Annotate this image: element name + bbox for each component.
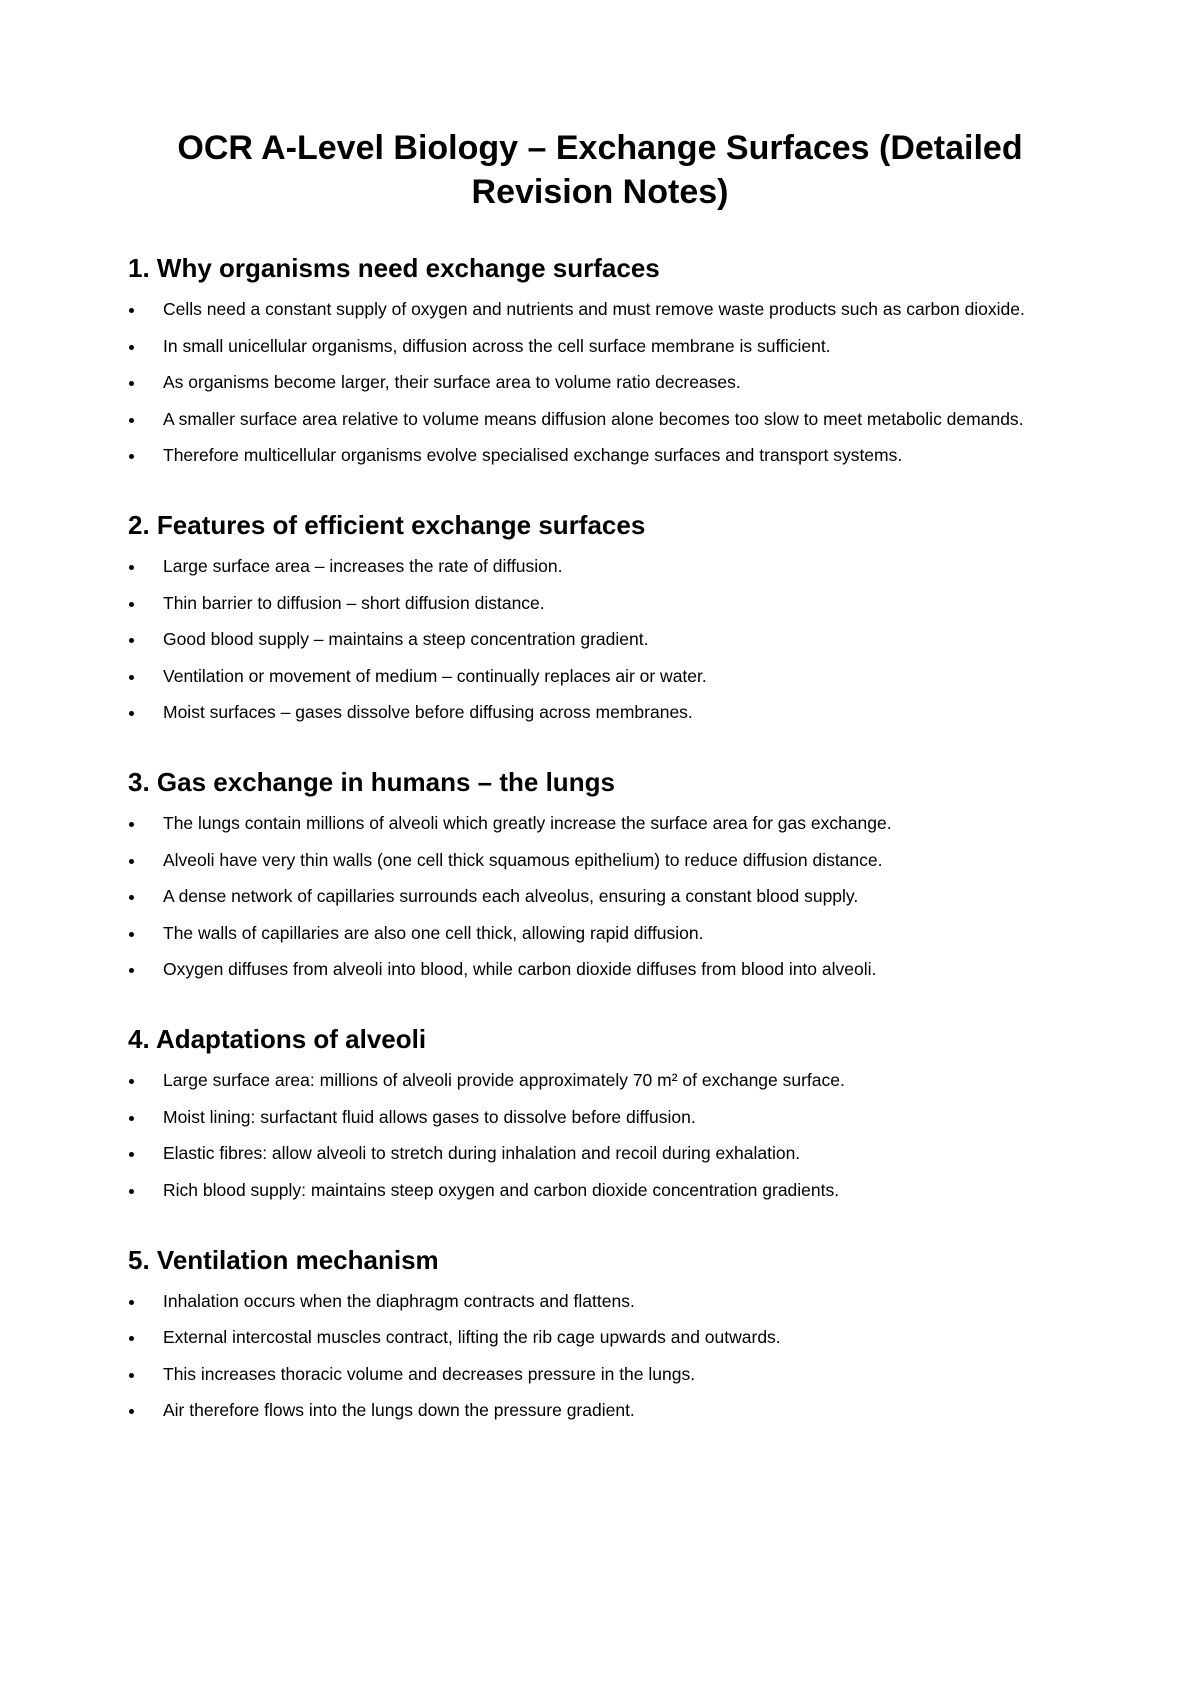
bullet-icon xyxy=(129,1300,134,1305)
bullet-item xyxy=(128,1142,1072,1165)
bullet-icon xyxy=(129,308,134,313)
bullet-icon xyxy=(129,1336,134,1341)
section-heading: 1. Why organisms need exchange surfaces xyxy=(128,253,660,283)
bullet-text: Large surface area – increases the rate of diffusion. xyxy=(163,556,563,576)
bullet-text: Good blood supply – maintains a steep concentration gradient. xyxy=(163,629,649,649)
bullet-icon xyxy=(129,675,134,680)
bullet-item xyxy=(128,335,1072,358)
bullet-item xyxy=(128,371,1072,394)
bullet-item xyxy=(128,885,1072,908)
bullet-item xyxy=(128,592,1072,615)
bullet-icon xyxy=(129,381,134,386)
bullet-icon xyxy=(129,1116,134,1121)
bullet-item xyxy=(128,1069,1072,1092)
bullet-icon xyxy=(129,1409,134,1414)
bullet-item xyxy=(128,849,1072,872)
bullet-text: Ventilation or movement of medium – continually replaces air or water. xyxy=(163,665,707,686)
bullet-icon xyxy=(129,1152,134,1157)
bullet-item xyxy=(128,922,1072,945)
bullet-text: A smaller surface area relative to volume means diffusion alone becomes too slow to meet metabolic demands. xyxy=(163,408,1024,429)
section-heading: 2. Features of efficient exchange surfaces xyxy=(128,510,646,540)
bullet-text: This increases thoracic volume and decreases pressure in the lungs. xyxy=(163,1363,696,1384)
bullet-icon xyxy=(129,1189,134,1194)
bullet-text: Inhalation occurs when the diaphragm contracts and flattens. xyxy=(163,1290,635,1311)
bullet-icon xyxy=(129,895,134,900)
bullet-text: Large surface area: millions of alveoli provide approximately 70 m² of exchange surface. xyxy=(163,1070,845,1090)
bullet-list xyxy=(128,1069,1072,1202)
bullet-text: Oxygen diffuses from alveoli into blood, while carbon dioxide diffuses from blood into alveoli. xyxy=(163,959,877,979)
bullet-icon xyxy=(129,1079,134,1084)
bullet-item xyxy=(128,444,1072,467)
document-title: OCR A-Level Biology – Exchange Surfaces (Detailed Revision Notes) xyxy=(177,129,1023,211)
section-heading: 3. Gas exchange in humans – the lungs xyxy=(128,767,615,797)
bullet-text: Rich blood supply: maintains steep oxygen and carbon dioxide concentration gradients. xyxy=(163,1179,840,1200)
section-alveoli-adaptations xyxy=(128,1023,1072,1202)
bullet-icon xyxy=(129,932,134,937)
bullet-list xyxy=(128,555,1072,724)
bullet-icon xyxy=(129,418,134,423)
bullet-text: External intercostal muscles contract, lifting the rib cage upwards and outwards. xyxy=(163,1327,781,1347)
bullet-icon xyxy=(129,968,134,973)
bullet-item xyxy=(128,958,1072,981)
bullet-item xyxy=(128,408,1072,431)
bullet-icon xyxy=(129,822,134,827)
bullet-icon xyxy=(129,859,134,864)
bullet-item xyxy=(128,1399,1072,1422)
bullet-text: Cells need a constant supply of oxygen and nutrients and must remove waste products such as carbon dioxide. xyxy=(163,299,1025,319)
section-heading: 4. Adaptations of alveoli xyxy=(128,1024,427,1054)
section-heading: 5. Ventilation mechanism xyxy=(128,1244,439,1275)
section-features-efficient-surfaces xyxy=(128,509,1072,724)
bullet-text: Thin barrier to diffusion – short diffusion distance. xyxy=(163,592,545,613)
bullet-text: The walls of capillaries are also one cell thick, allowing rapid diffusion. xyxy=(163,922,704,943)
bullet-icon xyxy=(129,602,134,607)
bullet-text: Moist surfaces – gases dissolve before diffusing across membranes. xyxy=(163,702,693,722)
bullet-text: Moist lining: surfactant fluid allows gases to dissolve before diffusion. xyxy=(163,1106,696,1127)
bullet-text: Therefore multicellular organisms evolve specialised exchange surfaces and transport systems. xyxy=(163,445,903,465)
bullet-item xyxy=(128,1106,1072,1129)
bullet-list xyxy=(128,812,1072,981)
bullet-text: Alveoli have very thin walls (one cell thick squamous epithelium) to reduce diffusion distance. xyxy=(163,849,883,870)
bullet-item xyxy=(128,628,1072,651)
bullet-item xyxy=(128,298,1072,321)
bullet-item xyxy=(128,665,1072,688)
bullet-list xyxy=(128,1290,1072,1423)
section-ventilation-mechanism xyxy=(128,1244,1072,1423)
bullet-icon xyxy=(129,454,134,459)
bullet-list xyxy=(128,298,1072,467)
bullet-icon xyxy=(129,345,134,350)
bullet-icon xyxy=(129,1373,134,1378)
bullet-text: Elastic fibres: allow alveoli to stretch during inhalation and recoil during exhalation. xyxy=(163,1143,801,1163)
bullet-text: As organisms become larger, their surface area to volume ratio decreases. xyxy=(163,372,741,392)
bullet-text: The lungs contain millions of alveoli which greatly increase the surface area for gas exchange. xyxy=(163,813,892,833)
bullet-item xyxy=(128,812,1072,835)
bullet-item xyxy=(128,1290,1072,1313)
bullet-icon xyxy=(129,711,134,716)
bullet-text: Air therefore flows into the lungs down the pressure gradient. xyxy=(163,1400,635,1420)
bullet-item xyxy=(128,1363,1072,1386)
bullet-item xyxy=(128,555,1072,578)
bullet-text: A dense network of capillaries surrounds each alveolus, ensuring a constant blood supply. xyxy=(163,886,859,906)
bullet-item xyxy=(128,1179,1072,1202)
bullet-item xyxy=(128,701,1072,724)
bullet-icon xyxy=(129,565,134,570)
section-gas-exchange-lungs xyxy=(128,766,1072,981)
bullet-icon xyxy=(129,638,134,643)
bullet-item xyxy=(128,1326,1072,1349)
section-why-exchange-surfaces xyxy=(128,252,1072,467)
bullet-text: In small unicellular organisms, diffusion across the cell surface membrane is sufficient. xyxy=(163,335,831,356)
